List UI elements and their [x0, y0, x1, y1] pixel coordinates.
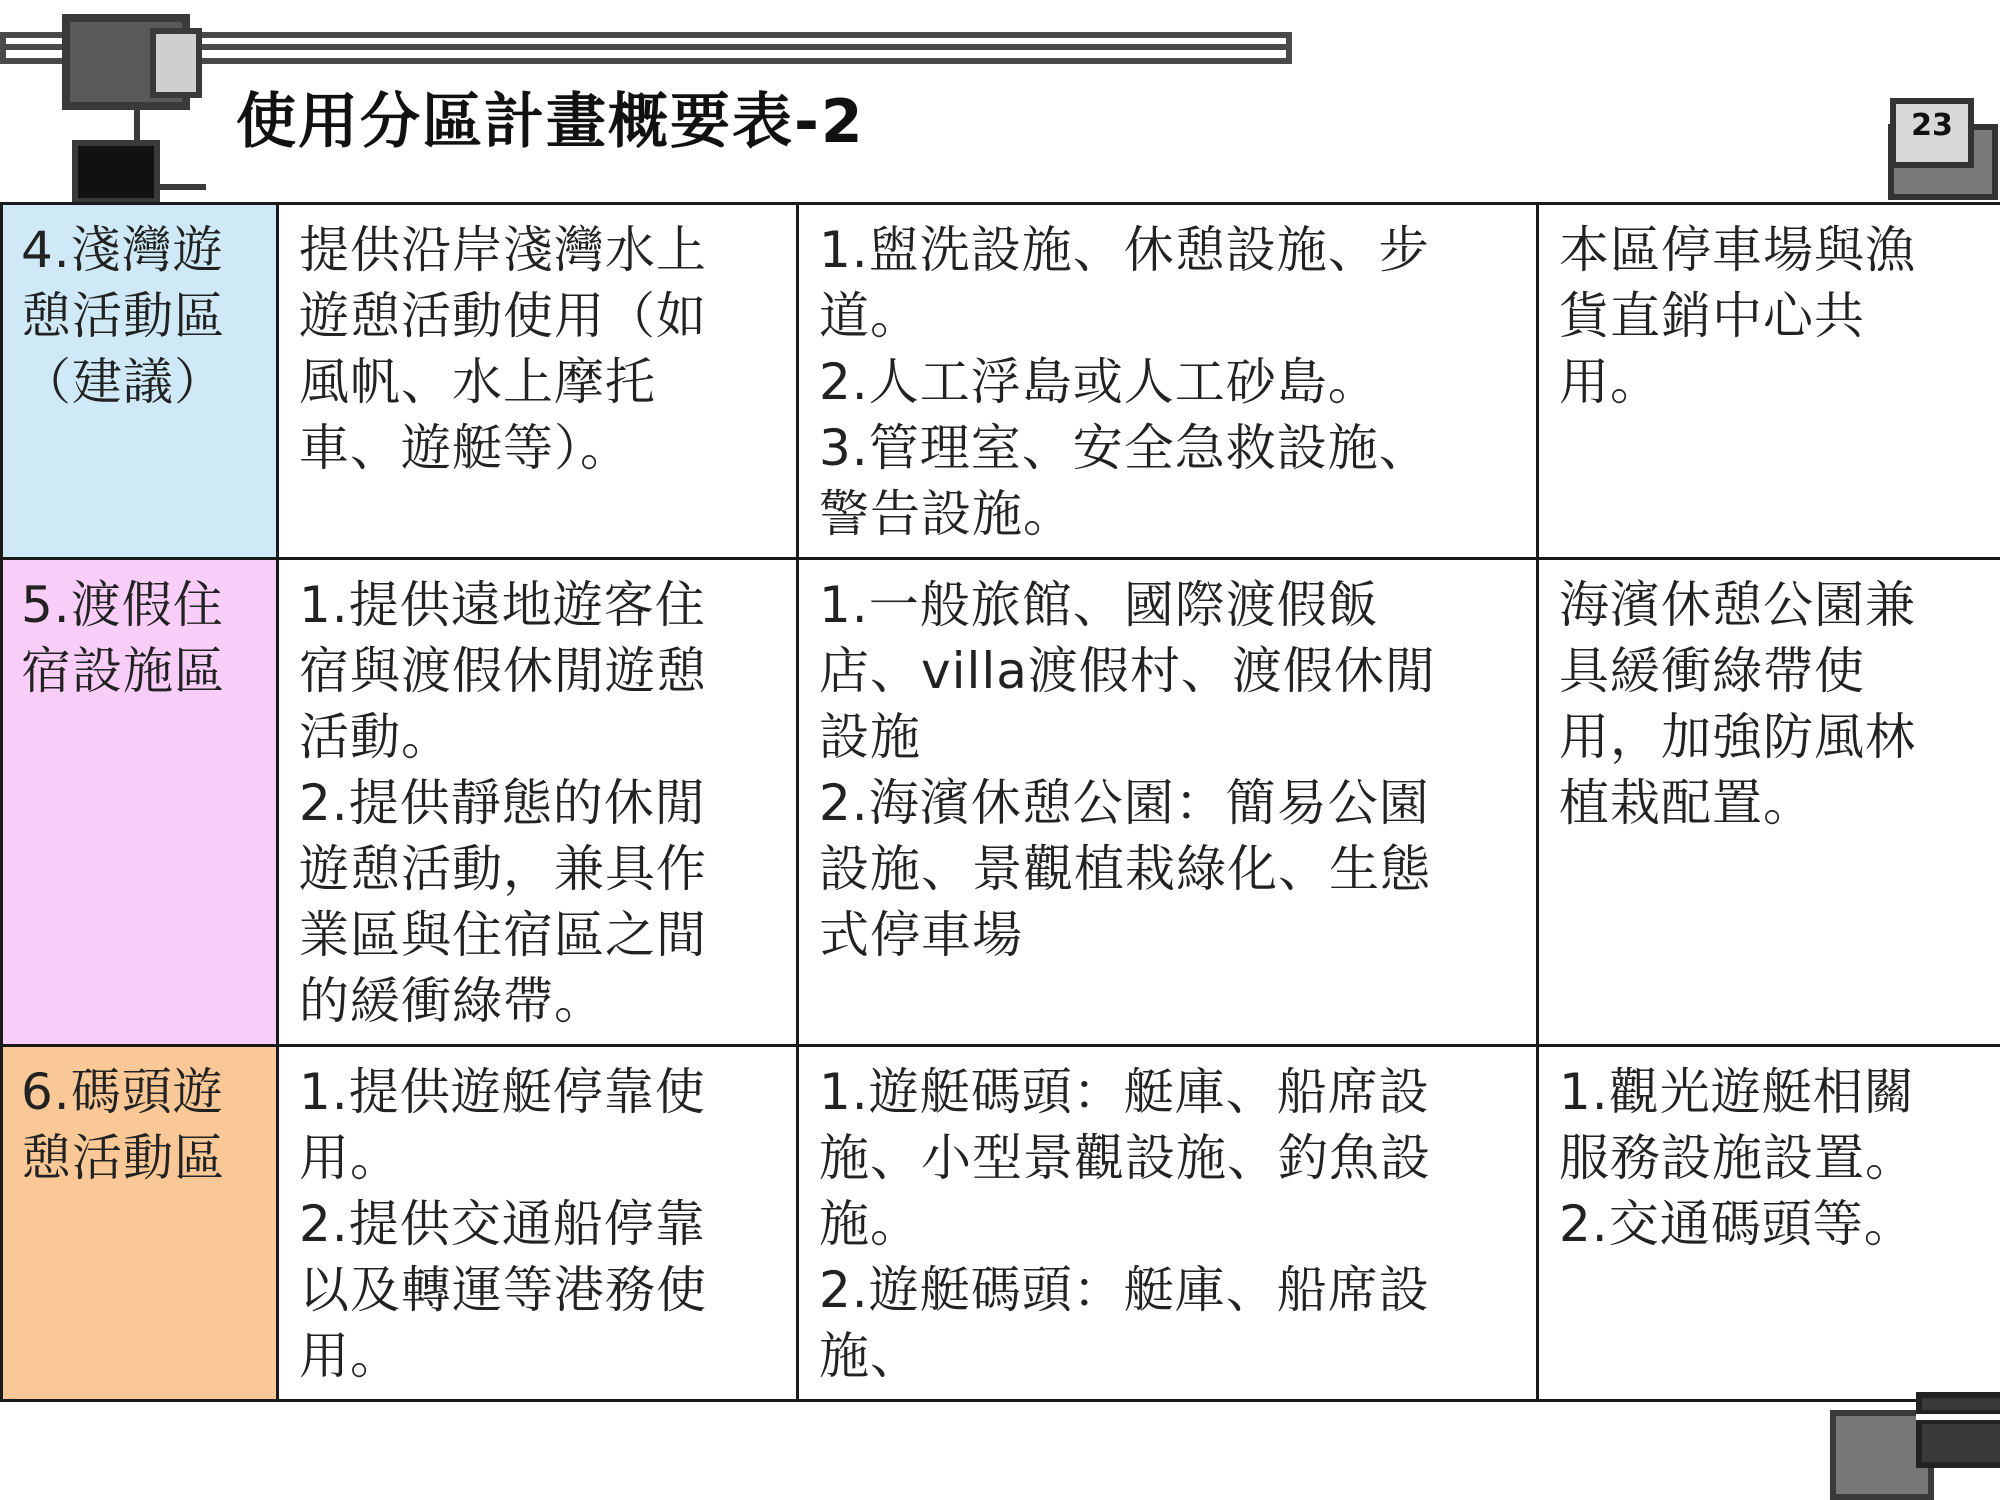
purpose-cell — [278, 1046, 798, 1401]
decor-square-outline — [150, 28, 202, 98]
facilities-cell — [798, 204, 1538, 559]
notes-cell — [1538, 559, 2000, 1046]
facilities-cell — [798, 559, 1538, 1046]
slide-title: 使用分區計畫概要表-2 — [236, 87, 865, 157]
zone-name: 5.渡假住 宿設施區 — [21, 576, 225, 700]
zone-facilities: 1.盥洗設施、休憩設施、步 道。 2.人工浮島或人工砂島。 3.管理室、安全急救設施、 警告設施。 — [819, 221, 1430, 543]
notes-cell — [1538, 204, 2000, 559]
table-row — [2, 1046, 2000, 1401]
zone-notes: 本區停車場與漁 貨直銷中心共 用。 — [1559, 221, 1916, 411]
page-number: 23 — [1911, 108, 1953, 143]
purpose-cell — [278, 204, 798, 559]
zone-name: 6.碼頭遊 憩活動區 — [21, 1063, 225, 1187]
decor-square-black — [72, 140, 160, 204]
table-row — [2, 204, 2000, 559]
zoning-table — [0, 202, 2000, 1402]
decor-rule-bottom — [1916, 1410, 2000, 1424]
facilities-cell — [798, 1046, 1538, 1401]
zone-name-cell — [2, 204, 278, 559]
zone-purpose: 提供沿岸淺灣水上 遊憩活動使用（如 風帆、水上摩托 車、遊艇等）。 — [299, 221, 707, 477]
zone-notes: 1.觀光遊艇相關 服務設施設置。 2.交通碼頭等。 — [1559, 1063, 1916, 1253]
notes-cell — [1538, 1046, 2000, 1401]
zone-notes: 海濱休憩公園兼 具緩衝綠帶使 用，加強防風林 植栽配置。 — [1559, 576, 1916, 832]
table-row — [2, 559, 2000, 1046]
zone-facilities: 1.遊艇碼頭：艇庫、船席設 施、小型景觀設施、釣魚設 施。 2.遊艇碼頭：艇庫、船席設 施、 — [819, 1063, 1431, 1385]
purpose-cell — [278, 559, 798, 1046]
zone-name-cell — [2, 559, 278, 1046]
zone-name: 4.淺灣遊 憩活動區 （建議） — [21, 221, 225, 411]
decor-square-bottom-dark — [1916, 1392, 2000, 1468]
zone-purpose: 1.提供遊艇停靠使 用。 2.提供交通船停靠 以及轉運等港務使 用。 — [299, 1063, 707, 1385]
zone-facilities: 1.一般旅館、國際渡假飯 店、villa渡假村、渡假休閒 設施 2.海濱休憩公園：簡易公園 設施、景觀植栽綠化、生態 式停車場 — [819, 576, 1436, 964]
zone-name-cell — [2, 1046, 278, 1401]
zone-purpose: 1.提供遠地遊客住 宿與渡假休閒遊憩 活動。 2.提供靜態的休閒 遊憩活動，兼具作 業區與住宿區之間 的緩衝綠帶。 — [299, 576, 707, 1030]
